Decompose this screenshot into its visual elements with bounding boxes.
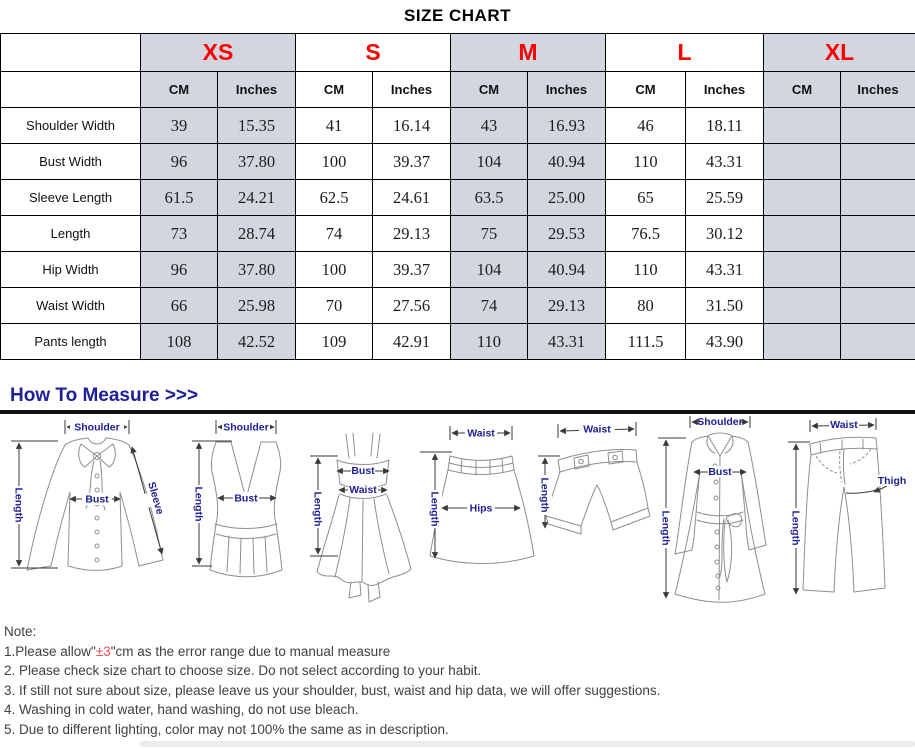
unit-header-cell: Inches [373, 72, 451, 108]
value-cell: 31.50 [686, 288, 764, 324]
value-cell: 24.61 [373, 180, 451, 216]
thigh-label: Thigh [877, 475, 906, 487]
waist-label: Waist [583, 423, 611, 436]
bottom-strip [140, 741, 915, 747]
table-row [1, 324, 915, 360]
value-cell: 100 [296, 144, 373, 180]
row-label-cell: Hip Width [1, 252, 141, 288]
notes-heading: Note: [4, 624, 37, 639]
value-cell: 62.5 [296, 180, 373, 216]
row-label-cell: Length [1, 216, 141, 252]
corner-cell [1, 72, 141, 108]
waist-label: Waist [467, 427, 495, 440]
dress-diagram [306, 414, 418, 614]
value-cell: 18.11 [686, 108, 764, 144]
table-row [1, 144, 915, 180]
corner-cell [1, 34, 141, 72]
size-header-xl: XL [764, 34, 915, 72]
blouse-diagram [6, 414, 188, 614]
value-cell: 43.31 [686, 144, 764, 180]
row-label-cell: Waist Width [1, 288, 141, 324]
length-label: Length [659, 510, 672, 546]
value-cell [764, 180, 841, 216]
value-cell: 42.91 [373, 324, 451, 360]
shoulder-label: Shoulder [697, 416, 743, 428]
note-line: 2. Please check size chart to choose size. Do not select according to your habit. [4, 663, 482, 678]
value-cell [764, 144, 841, 180]
bust-label: Bust [234, 492, 258, 505]
value-cell: 15.35 [218, 108, 296, 144]
pants-diagram [786, 414, 906, 614]
table-row [1, 216, 915, 252]
value-cell: 110 [606, 144, 686, 180]
value-cell: 104 [451, 144, 528, 180]
value-cell [841, 180, 915, 216]
shoulder-label: Shoulder [223, 421, 269, 434]
value-cell: 16.93 [528, 108, 606, 144]
value-cell [841, 144, 915, 180]
size-chart-table [0, 33, 915, 360]
skirt-diagram [418, 414, 536, 614]
value-cell: 110 [451, 324, 528, 360]
value-cell: 25.98 [218, 288, 296, 324]
value-cell: 80 [606, 288, 686, 324]
value-cell [841, 216, 915, 252]
value-cell [764, 288, 841, 324]
value-cell: 25.59 [686, 180, 764, 216]
table-row [1, 108, 915, 144]
unit-header-row [1, 72, 915, 108]
value-cell: 100 [296, 252, 373, 288]
unit-header-cell: CM [451, 72, 528, 108]
bust-label: Bust [351, 465, 375, 477]
value-cell: 25.00 [528, 180, 606, 216]
length-label: Length [311, 491, 324, 527]
value-cell: 41 [296, 108, 373, 144]
value-cell: 73 [141, 216, 218, 252]
notes-section [0, 614, 915, 739]
value-cell: 63.5 [451, 180, 528, 216]
length-label: Length [428, 491, 441, 527]
waist-label: Waist [349, 484, 377, 496]
length-label: Length [538, 477, 551, 513]
value-cell: 66 [141, 288, 218, 324]
waist-label: Waist [830, 419, 858, 431]
value-cell: 111.5 [606, 324, 686, 360]
size-header-m: M [451, 34, 606, 72]
unit-header-cell: CM [296, 72, 373, 108]
value-cell: 29.13 [373, 216, 451, 252]
value-cell: 39 [141, 108, 218, 144]
coat-diagram [654, 414, 786, 614]
value-cell: 37.80 [218, 144, 296, 180]
measure-diagrams [0, 414, 915, 614]
size-header-s: S [296, 34, 451, 72]
note1-prefix: 1.Please allow" [4, 643, 96, 659]
value-cell: 27.56 [373, 288, 451, 324]
value-cell: 70 [296, 288, 373, 324]
value-cell: 74 [451, 288, 528, 324]
shorts-diagram [536, 414, 654, 614]
note-line: 4. Washing in cold water, hand washing, do not use bleach. [4, 702, 359, 717]
value-cell: 16.14 [373, 108, 451, 144]
value-cell: 30.12 [686, 216, 764, 252]
table-row [1, 180, 915, 216]
value-cell [841, 288, 915, 324]
shoulder-label: Shoulder [74, 421, 120, 434]
note-line [4, 642, 911, 662]
note1-suffix: "cm as the error range due to manual measure [110, 643, 391, 659]
value-cell: 43.31 [686, 252, 764, 288]
hips-label: Hips [469, 502, 493, 515]
value-cell: 110 [606, 252, 686, 288]
value-cell: 61.5 [141, 180, 218, 216]
value-cell: 108 [141, 324, 218, 360]
value-cell: 65 [606, 180, 686, 216]
tank-top-diagram [188, 414, 306, 614]
value-cell: 75 [451, 216, 528, 252]
value-cell: 96 [141, 144, 218, 180]
unit-header-cell: CM [764, 72, 841, 108]
value-cell: 96 [141, 252, 218, 288]
value-cell: 28.74 [218, 216, 296, 252]
size-header-xs: XS [141, 34, 296, 72]
note-line: 5. Due to different lighting, color may not 100% the same as in description. [4, 721, 449, 737]
bust-label: Bust [708, 466, 732, 478]
value-cell: 24.21 [218, 180, 296, 216]
value-cell: 104 [451, 252, 528, 288]
row-label-cell: Bust Width [1, 144, 141, 180]
value-cell [764, 108, 841, 144]
note-line: 3. If still not sure about size, please leave us your shoulder, bust, waist and hip data, we will offer suggestions. [4, 682, 661, 698]
table-row [1, 252, 915, 288]
value-cell: 46 [606, 108, 686, 144]
note1-tolerance: ±3 [95, 643, 111, 659]
row-label-cell: Sleeve Length [1, 180, 141, 216]
unit-header-cell: Inches [528, 72, 606, 108]
value-cell [764, 324, 841, 360]
sleeve-label: Sleeve [145, 480, 166, 516]
value-cell: 42.52 [218, 324, 296, 360]
value-cell: 39.37 [373, 252, 451, 288]
value-cell [764, 252, 841, 288]
unit-header-cell: CM [141, 72, 218, 108]
value-cell: 109 [296, 324, 373, 360]
value-cell: 74 [296, 216, 373, 252]
row-label-cell: Pants length [1, 324, 141, 360]
value-cell: 37.80 [218, 252, 296, 288]
length-label: Length [12, 487, 25, 523]
value-cell: 43.90 [686, 324, 764, 360]
size-header-l: L [606, 34, 764, 72]
table-row [1, 288, 915, 324]
value-cell: 39.37 [373, 144, 451, 180]
unit-header-cell: Inches [218, 72, 296, 108]
value-cell: 43.31 [528, 324, 606, 360]
row-label-cell: Shoulder Width [1, 108, 141, 144]
value-cell [841, 324, 915, 360]
value-cell [764, 216, 841, 252]
value-cell: 40.94 [528, 144, 606, 180]
bust-label: Bust [85, 493, 109, 506]
value-cell: 40.94 [528, 252, 606, 288]
value-cell: 76.5 [606, 216, 686, 252]
how-to-measure-heading: How To Measure >>> [10, 385, 199, 406]
page-title: SIZE CHART [404, 6, 511, 25]
value-cell [841, 108, 915, 144]
unit-header-cell: CM [606, 72, 686, 108]
unit-header-cell: Inches [841, 72, 915, 108]
size-header-row [1, 34, 915, 72]
unit-header-cell: Inches [686, 72, 764, 108]
value-cell: 29.53 [528, 216, 606, 252]
value-cell [841, 252, 915, 288]
length-label: Length [192, 486, 205, 522]
value-cell: 43 [451, 108, 528, 144]
length-label: Length [789, 510, 802, 546]
value-cell: 29.13 [528, 288, 606, 324]
